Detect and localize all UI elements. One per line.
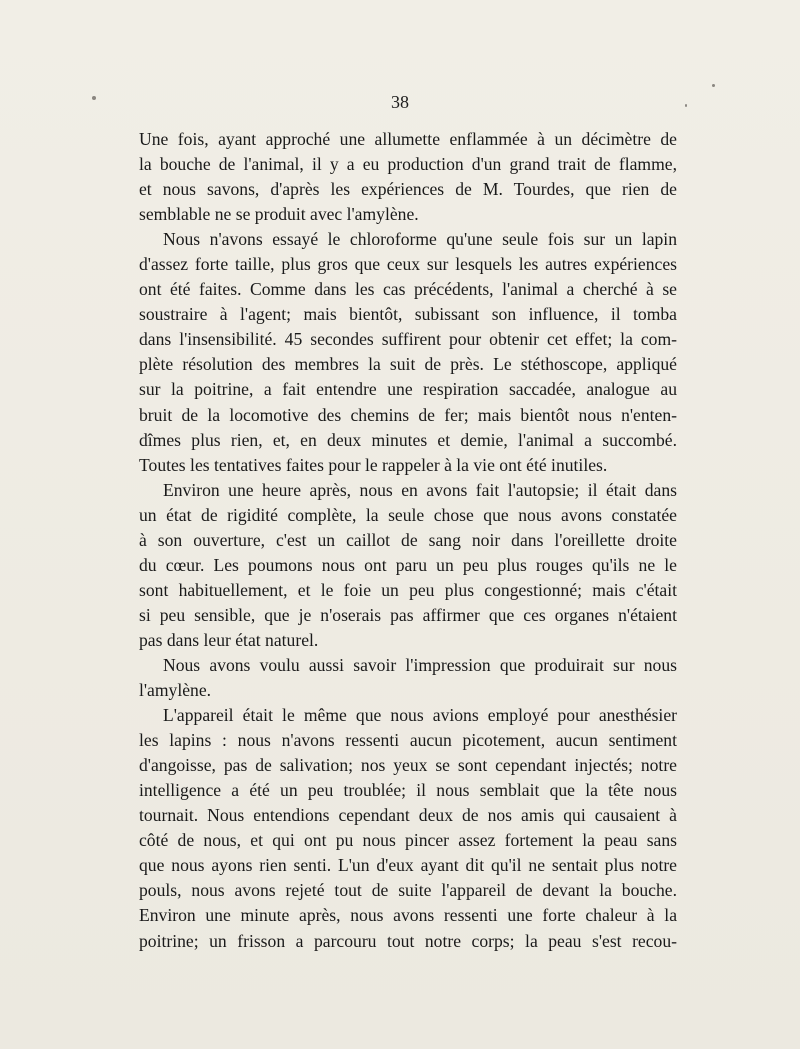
text-line: que nous ayons rien senti. L'un d'eux ayant dit qu'il ne sentait plus notre	[139, 855, 677, 876]
text-line: soustraire à l'agent; mais bientôt, subissant son influence, il tomba	[139, 304, 677, 325]
text-line: d'assez forte taille, plus gros que ceux sur lesquels les autres expériences	[139, 254, 677, 275]
text-line: ont été faites. Comme dans les cas précédents, l'animal a cherché à se	[139, 279, 677, 300]
text-line: sur la poitrine, a fait entendre une respiration saccadée, analogue au	[139, 379, 677, 400]
text-line: dans l'insensibilité. 45 secondes suffirent pour obtenir cet effet; la com-	[139, 329, 677, 350]
text-line: Environ une minute après, nous avons ressenti une forte chaleur à la	[139, 905, 677, 926]
text-line: pouls, nous avons rejeté tout de suite l'appareil de devant la bouche.	[139, 880, 677, 901]
text-line: Environ une heure après, nous en avons fait l'autopsie; il était dans	[163, 479, 677, 500]
text-line: les lapins : nous n'avons ressenti aucun picotement, aucun sentiment	[139, 730, 677, 751]
text-line: Nous n'avons essayé le chloroforme qu'une seule fois sur un lapin	[163, 229, 677, 250]
text-line: côté de nous, et qui ont pu nous pincer assez fortement la peau sans	[139, 830, 677, 851]
text-line: à son ouverture, c'est un caillot de sang noir dans l'oreillette droite	[139, 529, 677, 550]
text-line: dîmes plus rien, et, en deux minutes et demie, l'animal a succombé.	[139, 429, 677, 450]
text-line: tournait. Nous entendions cependant deux de nos amis qui causaient à	[139, 805, 677, 826]
text-line: et nous savons, d'après les expériences de M. Tourdes, que rien de	[139, 179, 677, 200]
print-speck	[712, 84, 715, 87]
text-line: Une fois, ayant approché une allumette enflammée à un décimètre de	[139, 129, 677, 149]
page-number: 38	[391, 92, 409, 112]
body-text	[139, 127, 677, 954]
text-line: si peu sensible, que je n'oserais pas affirmer que ces organes n'étaient	[139, 604, 677, 625]
text-line: semblable ne se produit avec l'amylène.	[139, 204, 419, 225]
text-line: l'amylène.	[139, 680, 212, 701]
text-line: sont habituellement, et le foie un peu plus congestionné; mais c'était	[139, 579, 677, 600]
text-line: du cœur. Les poumons nous ont paru un peu plus rouges qu'ils ne le	[139, 554, 677, 575]
text-line: un état de rigidité complète, la seule chose que nous avons constatée	[139, 504, 677, 525]
text-line: la bouche de l'animal, il y a eu production d'un grand trait de flamme,	[139, 154, 677, 175]
text-line: pas dans leur état naturel.	[139, 629, 319, 650]
text-line: L'appareil était le même que nous avions employé pour anesthésier	[163, 705, 677, 726]
text-line: plète résolution des membres la suit de près. Le stéthoscope, appliqué	[139, 354, 677, 375]
text-line: bruit de la locomotive des chemins de fer; mais bientôt nous n'enten-	[139, 404, 677, 425]
text-line: intelligence a été un peu troublée; il nous semblait que la tête nous	[139, 780, 677, 801]
text-line: Nous avons voulu aussi savoir l'impression que produirait sur nous	[163, 654, 677, 675]
text-line: poitrine; un frisson a parcouru tout notre corps; la peau s'est recou-	[139, 930, 677, 951]
text-line: d'angoisse, pas de salivation; nos yeux se sont cependant injectés; notre	[139, 755, 677, 776]
text-line: Toutes les tentatives faites pour le rappeler à la vie ont été inutiles.	[139, 454, 608, 475]
